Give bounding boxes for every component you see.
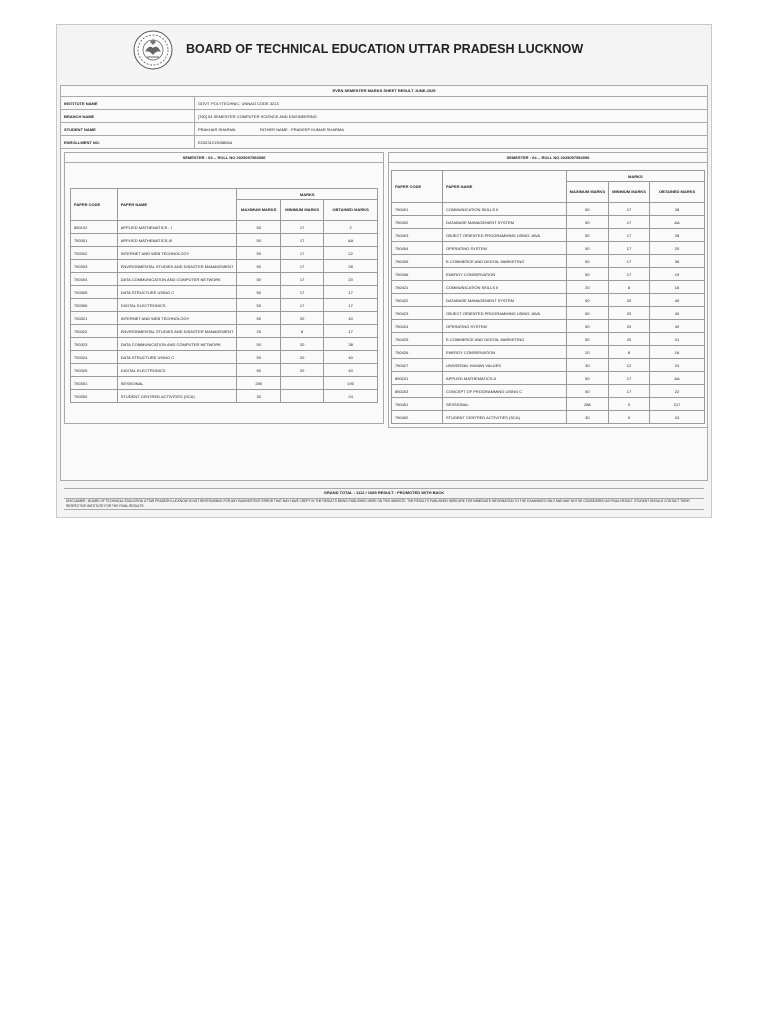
- obtained-marks-cell: 28: [650, 203, 705, 216]
- paper-code-cell: 850201: [392, 372, 443, 385]
- paper-code-cell: 750303: [71, 260, 118, 273]
- maximum-marks-cell: 50: [237, 247, 281, 260]
- obtained-marks-cell: 40: [324, 351, 378, 364]
- col-minimum-marks: MINIMUM MARKS: [281, 200, 324, 221]
- paper-name-cell: SESSIONAL: [117, 377, 237, 390]
- maximum-marks-cell: 50: [566, 242, 608, 255]
- paper-name-cell: DATA COMMUNICATION AND COMPUTER NETWORK: [117, 273, 237, 286]
- paper-name-cell: APPLIED MATHEMATICS-II: [443, 372, 567, 385]
- paper-name-cell: COMMUNICATION SKILLS II: [443, 203, 567, 216]
- minimum-marks-cell: 17: [281, 234, 324, 247]
- paper-name-cell: ENERGY CONSERVATION: [443, 268, 567, 281]
- table-row: [392, 203, 705, 216]
- maximum-marks-cell: 50: [566, 229, 608, 242]
- maximum-marks-cell: 50: [566, 320, 608, 333]
- info-row: [61, 123, 707, 136]
- obtained-marks-cell: 40: [650, 307, 705, 320]
- minimum-marks-cell: [281, 377, 324, 390]
- col-paper-code: PAPER CODE: [392, 171, 443, 203]
- obtained-marks-cell: 16: [650, 346, 705, 359]
- paper-code-cell: 750325: [71, 364, 118, 377]
- minimum-marks-cell: 20: [281, 351, 324, 364]
- paper-code-cell: 750324: [71, 351, 118, 364]
- table-row: [71, 325, 378, 338]
- paper-code-cell: 750425: [392, 333, 443, 346]
- info-row: [61, 136, 707, 149]
- paper-name-cell: ENVIRONMENTAL STUDIES AND DISASTER MANAGEMENT: [117, 325, 237, 338]
- board-header: [57, 25, 711, 75]
- board-emblem-icon: [133, 30, 173, 70]
- table-row: [71, 221, 378, 234]
- maximum-marks-cell: 250: [237, 377, 281, 390]
- obtained-marks-cell: 38: [324, 338, 378, 351]
- table-row: [392, 411, 705, 424]
- table-row: [392, 333, 705, 346]
- minimum-marks-cell: 17: [281, 221, 324, 234]
- student-info-table: [61, 97, 707, 149]
- maximum-marks-cell: 50: [237, 299, 281, 312]
- minimum-marks-cell: 20: [609, 294, 650, 307]
- col-marks: MARKS: [237, 189, 378, 200]
- minimum-marks-cell: 17: [281, 286, 324, 299]
- maximum-marks-cell: 50: [237, 364, 281, 377]
- grand-total: GRAND TOTAL : 1112 / 1685 RESULT : PROMOTED WITH BACK: [64, 488, 704, 497]
- obtained-marks-cell: 38: [650, 255, 705, 268]
- minimum-marks-cell: 17: [609, 216, 650, 229]
- paper-code-cell: 750401: [392, 203, 443, 216]
- minimum-marks-cell: [281, 390, 324, 403]
- obtained-marks-cell: 24: [650, 411, 705, 424]
- paper-name-cell: DIGITAL ELECTRONICS: [117, 299, 237, 312]
- minimum-marks-cell: 20: [281, 312, 324, 325]
- obtained-marks-cell: 24: [650, 359, 705, 372]
- paper-code-cell: 750323: [71, 338, 118, 351]
- obtained-marks-cell: 40: [650, 320, 705, 333]
- info-value: PRAKHAR SHARMA: [198, 126, 236, 132]
- paper-name-cell: ENVIRONMENTAL STUDIES AND DISASTER MANAGEMENT: [117, 260, 237, 273]
- minimum-marks-cell: 0: [609, 411, 650, 424]
- table-row: [392, 398, 705, 411]
- maximum-marks-cell: 50: [566, 268, 608, 281]
- minimum-marks-cell: 17: [609, 268, 650, 281]
- minimum-marks-cell: 20: [281, 364, 324, 377]
- table-row: [392, 281, 705, 294]
- paper-code-cell: 750301: [71, 234, 118, 247]
- maximum-marks-cell: 20: [237, 325, 281, 338]
- semester-03-title: SEMESTER : 03 -- ROLL NO 2025057553056: [65, 153, 383, 163]
- info-value-cell: [195, 97, 708, 110]
- table-row: [71, 364, 378, 377]
- col-minimum-marks: MINIMUM MARKS: [609, 182, 650, 203]
- paper-code-cell: 750422: [392, 294, 443, 307]
- paper-code-cell: 750322: [71, 325, 118, 338]
- paper-code-cell: 750305: [71, 286, 118, 299]
- col-obtained-marks: OBTAINED MARKS: [324, 200, 378, 221]
- paper-name-cell: CONCEPT OF PROGRAMMING USING C: [443, 385, 567, 398]
- page-title: BOARD OF TECHNICAL EDUCATION UTTAR PRADESH LUCKNOW: [186, 42, 584, 56]
- obtained-marks-cell: 28: [650, 229, 705, 242]
- obtained-marks-cell: 28: [324, 260, 378, 273]
- info-value-cell: [195, 110, 708, 123]
- paper-name-cell: APPLIED MATHEMATICS-III: [117, 234, 237, 247]
- marksheet-card: [56, 24, 712, 518]
- table-row: [71, 338, 378, 351]
- maximum-marks-cell: 20: [566, 281, 608, 294]
- paper-name-cell: STUDENT CENTRED ACTIVITIES (SCA): [117, 390, 237, 403]
- obtained-marks-cell: 40: [650, 294, 705, 307]
- table-row: [392, 320, 705, 333]
- paper-name-cell: DATA COMMUNICATION AND COMPUTER NETWORK: [117, 338, 237, 351]
- minimum-marks-cell: 17: [281, 260, 324, 273]
- table-row: [392, 268, 705, 281]
- col-paper-name: PAPER NAME: [443, 171, 567, 203]
- paper-code-cell: 750424: [392, 320, 443, 333]
- paper-name-cell: OPERATING SYSTEM: [443, 320, 567, 333]
- maximum-marks-cell: 50: [566, 372, 608, 385]
- paper-code-cell: 750452: [392, 411, 443, 424]
- info-value: GOVT. POLYTECHNIC, UNNAO CODE 3213: [198, 100, 279, 106]
- minimum-marks-cell: 12: [609, 359, 650, 372]
- obtained-marks-cell: 17: [324, 325, 378, 338]
- obtained-marks-cell: 40: [324, 312, 378, 325]
- obtained-marks-cell: 19: [650, 268, 705, 281]
- obtained-marks-cell: AA: [650, 372, 705, 385]
- info-value: E2323121305806A: [198, 139, 233, 145]
- table-row: [392, 372, 705, 385]
- maximum-marks-cell: 50: [566, 203, 608, 216]
- paper-name-cell: OBJECT ORIENTED PROGRAMMING USING JAVA: [443, 307, 567, 320]
- minimum-marks-cell: 0: [609, 398, 650, 411]
- maximum-marks-cell: 50: [237, 312, 281, 325]
- table-row: [71, 312, 378, 325]
- paper-code-cell: 750406: [392, 268, 443, 281]
- obtained-marks-cell: 190: [324, 377, 378, 390]
- info-row: [61, 97, 707, 110]
- minimum-marks-cell: 17: [609, 229, 650, 242]
- paper-code-cell: 750426: [392, 346, 443, 359]
- info-value-cell: [195, 123, 708, 136]
- table-row: [392, 346, 705, 359]
- maximum-marks-cell: 50: [566, 255, 608, 268]
- paper-code-cell: 750404: [392, 242, 443, 255]
- paper-name-cell: DATA STRUCTURE USING C: [117, 351, 237, 364]
- paper-name-cell: COMMUNICATION SKILLS II: [443, 281, 567, 294]
- minimum-marks-cell: 8: [281, 325, 324, 338]
- minimum-marks-cell: 17: [281, 273, 324, 286]
- obtained-marks-cell: 24: [324, 390, 378, 403]
- paper-name-cell: INTERNET AND WEB TECHNOLOGY: [117, 247, 237, 260]
- col-obtained-marks: OBTAINED MARKS: [650, 182, 705, 203]
- paper-code-cell: 750302: [71, 247, 118, 260]
- paper-name-cell: E-COMMERCE AND DIGITAL MARKETING: [443, 333, 567, 346]
- minimum-marks-cell: 17: [281, 299, 324, 312]
- table-row: [71, 286, 378, 299]
- paper-name-cell: DATABASE MANAGEMENT SYSTEM: [443, 294, 567, 307]
- obtained-marks-cell: 22: [650, 385, 705, 398]
- paper-name-cell: OPERATING SYSTEM: [443, 242, 567, 255]
- paper-name-cell: DATABASE MANAGEMENT SYSTEM: [443, 216, 567, 229]
- semester-04-title: SEMESTER : 04 -- ROLL NO 2025057554056: [389, 153, 707, 163]
- obtained-marks-cell: 20: [324, 273, 378, 286]
- minimum-marks-cell: 20: [609, 333, 650, 346]
- table-row: [392, 294, 705, 307]
- paper-code-cell: 750304: [71, 273, 118, 286]
- table-row: [71, 351, 378, 364]
- col-maximum-marks: MAXIMUM MARKS: [566, 182, 608, 203]
- paper-code-cell: 750306: [71, 299, 118, 312]
- paper-name-cell: APPLIED MATHEMATICS - I: [117, 221, 237, 234]
- paper-name-cell: DATA STRUCTURE USING C: [117, 286, 237, 299]
- minimum-marks-cell: 17: [609, 203, 650, 216]
- maximum-marks-cell: 50: [237, 286, 281, 299]
- paper-name-cell: STUDENT CENTRED ACTIVITIES (SCA): [443, 411, 567, 424]
- minimum-marks-cell: 17: [609, 255, 650, 268]
- paper-code-cell: 750352: [71, 390, 118, 403]
- obtained-marks-cell: 40: [324, 364, 378, 377]
- maximum-marks-cell: 50: [566, 333, 608, 346]
- info-label: STUDENT NAME: [61, 123, 195, 136]
- info-value-cell: [195, 136, 708, 149]
- maximum-marks-cell: 288: [566, 398, 608, 411]
- info-label: ENROLLMENT NO.: [61, 136, 195, 149]
- maximum-marks-cell: 50: [566, 385, 608, 398]
- obtained-marks-cell: 17: [324, 299, 378, 312]
- semester-03-marks-table: [70, 188, 378, 403]
- paper-code-cell: 750423: [392, 307, 443, 320]
- paper-name-cell: UNIVERSAL HUMAN VALUES: [443, 359, 567, 372]
- paper-name-cell: DIGITAL ELECTRONICS: [117, 364, 237, 377]
- table-row: [392, 229, 705, 242]
- table-row: [71, 273, 378, 286]
- disclaimer-text: DISCLAIMER : BOARD OF TECHNICAL EDUCATION UTTAR PRADESH LUCKNOW IS NOT RESPONSIBLE FOR ANY INADVERTENT ERROR THAT MAY HAVE CREPT IN THE RESULTS BEING PUBLISHED HERE ON THIS WEBSITE. THE RESULTS PUBLISHED HERE ARE FOR IMMEDIATE INFORMATION TO THE EXAMINEES ONLY AND MAY NOT BE CONSIDERED AS FINAL RESULT. STUDENT SHOULD CONTACT THEIR RESPECTIVE INSTITUTE FOR THE FINAL RESULTS.: [64, 498, 704, 510]
- table-row: [71, 247, 378, 260]
- maximum-marks-cell: 30: [566, 359, 608, 372]
- minimum-marks-cell: 17: [281, 247, 324, 260]
- semester-03-panel: [64, 152, 384, 424]
- maximum-marks-cell: 50: [566, 307, 608, 320]
- paper-code-cell: 750427: [392, 359, 443, 372]
- obtained-marks-cell: 217: [650, 398, 705, 411]
- minimum-marks-cell: 20: [609, 320, 650, 333]
- maximum-marks-cell: 20: [566, 346, 608, 359]
- table-row: [392, 216, 705, 229]
- paper-name-cell: INTERNET AND WEB TECHNOLOGY: [117, 312, 237, 325]
- table-row: [71, 299, 378, 312]
- result-caption: EVEN SEMESTER MARKS SHEET RESULT JUNE-2025: [61, 86, 707, 97]
- obtained-marks-cell: 2: [324, 221, 378, 234]
- info-value: [760] 04 SEMESTER COMPUTER SCIENCE AND ENGINEERING: [198, 113, 317, 119]
- minimum-marks-cell: 17: [609, 242, 650, 255]
- maximum-marks-cell: 50: [566, 294, 608, 307]
- paper-code-cell: 750351: [71, 377, 118, 390]
- paper-code-cell: 750421: [392, 281, 443, 294]
- paper-code-cell: 850203: [392, 385, 443, 398]
- maximum-marks-cell: 50: [237, 260, 281, 273]
- minimum-marks-cell: 20: [281, 338, 324, 351]
- table-row: [392, 255, 705, 268]
- table-row: [392, 307, 705, 320]
- col-marks: MARKS: [566, 171, 704, 182]
- paper-name-cell: OBJECT ORIENTED PROGRAMMING USING JAVA: [443, 229, 567, 242]
- semester-04-marks-table: [391, 170, 705, 424]
- maximum-marks-cell: 30: [566, 411, 608, 424]
- minimum-marks-cell: 8: [609, 281, 650, 294]
- paper-code-cell: 750402: [392, 216, 443, 229]
- table-row: [71, 260, 378, 273]
- semester-04-panel: [388, 152, 708, 428]
- col-maximum-marks: MAXIMUM MARKS: [237, 200, 281, 221]
- maximum-marks-cell: 50: [237, 338, 281, 351]
- maximum-marks-cell: 50: [566, 216, 608, 229]
- table-row: [71, 390, 378, 403]
- result-section: [60, 85, 708, 508]
- minimum-marks-cell: 17: [609, 385, 650, 398]
- maximum-marks-cell: 50: [237, 221, 281, 234]
- paper-code-cell: 850102: [71, 221, 118, 234]
- table-row: [392, 242, 705, 255]
- maximum-marks-cell: 50: [237, 273, 281, 286]
- maximum-marks-cell: 30: [237, 390, 281, 403]
- table-row: [392, 385, 705, 398]
- info-label: INSTITUTE NAME: [61, 97, 195, 110]
- minimum-marks-cell: 8: [609, 346, 650, 359]
- maximum-marks-cell: 50: [237, 351, 281, 364]
- obtained-marks-cell: 20: [650, 242, 705, 255]
- col-paper-name: PAPER NAME: [117, 189, 237, 221]
- paper-name-cell: E-COMMERCE AND DIGITAL MARKETING: [443, 255, 567, 268]
- paper-code-cell: 750403: [392, 229, 443, 242]
- paper-code-cell: 750405: [392, 255, 443, 268]
- paper-code-cell: 750451: [392, 398, 443, 411]
- obtained-marks-cell: 16: [650, 281, 705, 294]
- table-row: [71, 377, 378, 390]
- minimum-marks-cell: 17: [609, 372, 650, 385]
- minimum-marks-cell: 20: [609, 307, 650, 320]
- obtained-marks-cell: AA: [650, 216, 705, 229]
- paper-name-cell: ENERGY CONSERVATION: [443, 346, 567, 359]
- obtained-marks-cell: AA: [324, 234, 378, 247]
- maximum-marks-cell: 50: [237, 234, 281, 247]
- father-name: FATHER NAME : PRADEEP KUMAR SHARMA: [259, 126, 344, 132]
- col-paper-code: PAPER CODE: [71, 189, 118, 221]
- info-label: BRANCH NAME: [61, 110, 195, 123]
- paper-code-cell: 750321: [71, 312, 118, 325]
- obtained-marks-cell: 41: [650, 333, 705, 346]
- table-row: [71, 234, 378, 247]
- obtained-marks-cell: 22: [324, 247, 378, 260]
- paper-name-cell: SESSIONAL: [443, 398, 567, 411]
- obtained-marks-cell: 17: [324, 286, 378, 299]
- table-row: [392, 359, 705, 372]
- info-row: [61, 110, 707, 123]
